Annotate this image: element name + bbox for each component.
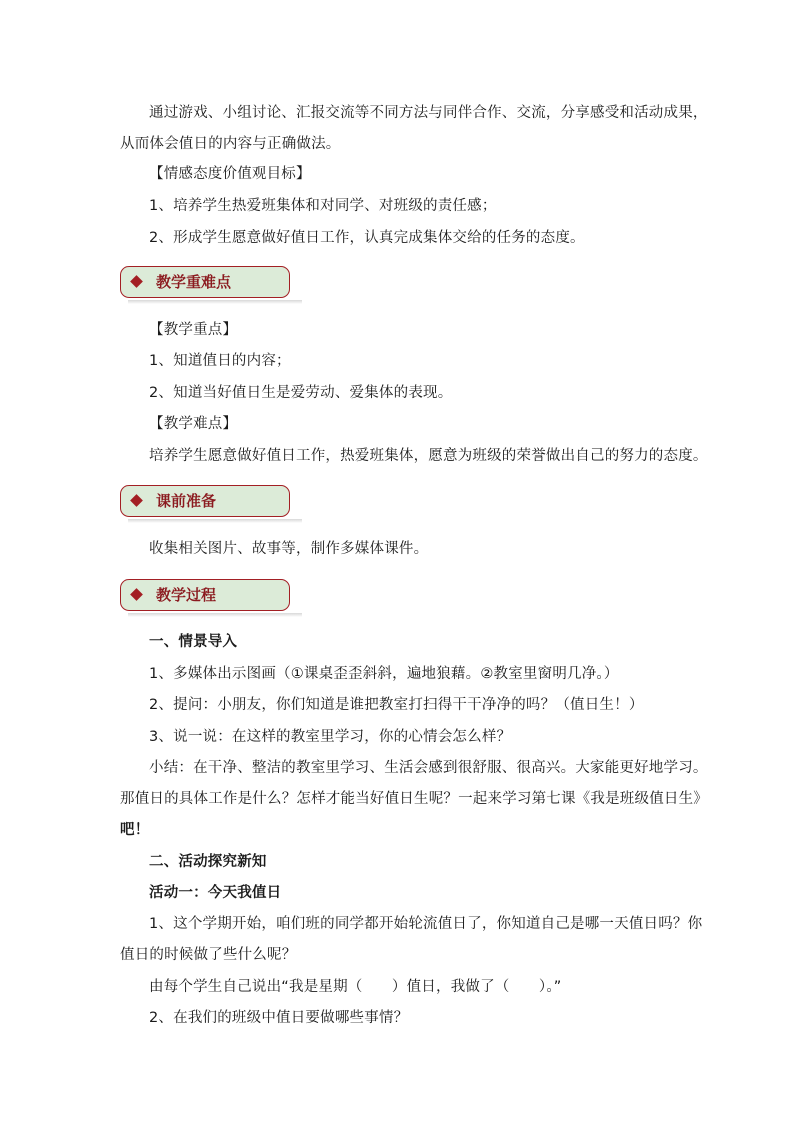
difficulty-paragraph: 培养学生愿意做好值日工作，热爱班集体，愿意为班级的荣誉做出自己的努力的态度。 [149, 448, 708, 464]
process-item-2: 2、提问：小朋友，你们知道是谁把教室打扫得干干净净的吗？（值日生！） [149, 697, 644, 713]
heading-label: 课前准备 [156, 492, 217, 510]
summary-line-3: 吧！ [120, 822, 150, 838]
preparation-paragraph: 收集相关图片、故事等，制作多媒体课件。 [149, 541, 429, 557]
heading-shadow [128, 300, 302, 304]
activity-1-question-line-2: 值日的时候做了些什么呢？ [120, 947, 297, 963]
process-heading-1: 一、情景导入 [149, 634, 238, 650]
activity-1-question-line-1: 1、这个学期开始，咱们班的同学都开始轮流值日了，你知道自己是哪一天值日吗？你 [149, 916, 703, 932]
heading-shadow [128, 613, 302, 617]
process-item-3: 3、说一说：在这样的教室里学习，你的心情会怎么样？ [149, 729, 512, 745]
key-point-item-1: 1、知道值日的内容； [149, 353, 291, 369]
objective-paragraph-line-2: 从而体会值日的内容与正确做法。 [120, 136, 341, 152]
activity-1-title: 活动一：今天我值日 [149, 885, 282, 901]
process-heading-2: 二、活动探究新知 [149, 854, 267, 870]
activity-1-instruction: 由每个学生自己说出“我是星期（ ）值日，我做了（ ）。” [149, 979, 562, 995]
process-item-1: 1、多媒体出示图画（①课桌歪歪斜斜，遍地狼藉。②教室里窗明几净。） [149, 666, 619, 682]
subheading-difficulty: 【教学难点】 [149, 416, 238, 432]
subheading-attitude-goals: 【情感态度价值观目标】 [149, 166, 311, 182]
subheading-key-point: 【教学重点】 [149, 322, 238, 338]
activity-1-question-2: 2、在我们的班级中值日要做哪些事情？ [149, 1010, 409, 1026]
key-point-item-2: 2、知道当好值日生是爱劳动、爱集体的表现。 [149, 385, 453, 401]
heading-label: 教学重难点 [156, 273, 232, 291]
section-heading-key-points [120, 266, 292, 300]
summary-line-2: 那值日的具体工作是什么？怎样才能当好值日生呢？一起来学习第七课《我是班级值日生》 [120, 791, 708, 807]
section-heading-preparation [120, 485, 292, 519]
attitude-item-2: 2、形成学生愿意做好值日工作，认真完成集体交给的任务的态度。 [149, 230, 585, 246]
summary-line-1: 小结：在干净、整洁的教室里学习、生活会感到很舒服、很高兴。大家能更好地学习。 [149, 760, 708, 776]
attitude-item-1: 1、培养学生热爱班集体和对同学、对班级的责任感； [149, 198, 497, 214]
heading-label: 教学过程 [156, 586, 217, 604]
heading-shadow [128, 519, 302, 523]
section-heading-process [120, 579, 292, 613]
objective-paragraph-line-1: 通过游戏、小组讨论、汇报交流等不同方法与同伴合作、交流，分享感受和活动成果， [149, 105, 708, 121]
